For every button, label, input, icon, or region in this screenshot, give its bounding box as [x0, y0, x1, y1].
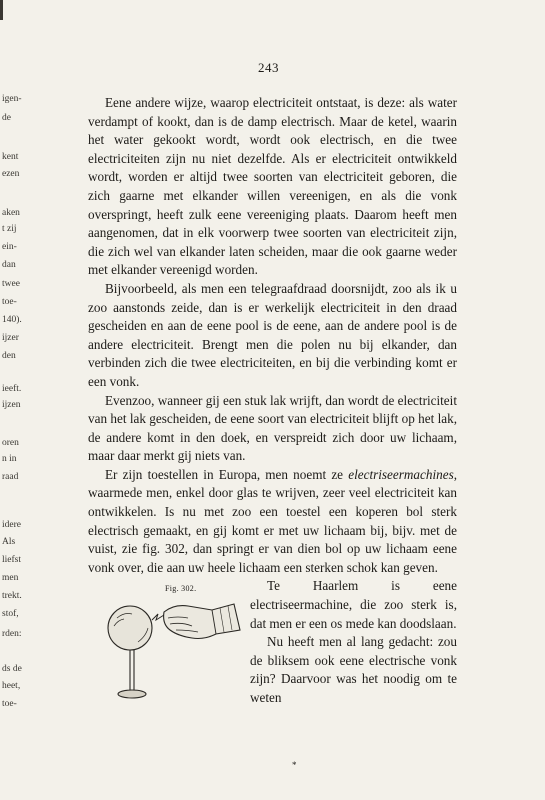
paragraph: Bijvoorbeeld, als men een telegraafdraad doorsnijdt, zoo als ik u zoo aanstonds zeide, dan is er werkelijk electriciteit in den draad gescheiden en aan de eene pool is de eene, aan de andere pool is de andere electriciteit. Brengt men die polen nu bij elkander, dan verbinden zich die twee electriciteiten, en bij die verbinding komt er een vonk.: [88, 280, 457, 389]
margin-fragment: de: [2, 113, 11, 123]
margin-fragment: rden:: [2, 629, 22, 639]
paragraph: Nu heeft men al lang gedacht: zou de bliksem ook eene electrische vonk zijn? Daarvoor was het noodig om te weten: [250, 634, 457, 705]
margin-fragment: igen-: [2, 94, 22, 104]
margin-fragment: men: [2, 573, 19, 583]
paragraph: [88, 466, 457, 578]
margin-fragment: ijzer: [2, 333, 19, 343]
margin-fragment: den: [2, 351, 16, 361]
paragraph: Evenzoo, wanneer gij een stuk lak wrijft, dan wordt de electriciteit van het lak gescheiden, de eene soort van electriciteit blijft op het lak, de andere komt in den doek, en verspreidt zich door uw lichaam, maar daar merkt gij niets van.: [88, 392, 457, 464]
margin-fragment: ieeft.: [2, 384, 22, 394]
body-text: [88, 94, 457, 708]
margin-fragment: idere: [2, 520, 21, 530]
paragraph-text: Er zijn toestellen in Europa, men noemt ze: [105, 466, 349, 482]
margin-fragment: aken: [2, 208, 20, 218]
margin-fragment: ezen: [2, 169, 20, 179]
margin-fragment: raad: [2, 472, 19, 482]
margin-fragment: dan: [2, 260, 16, 270]
margin-fragment: oren: [2, 438, 19, 448]
figure-caption: Fig. 302.: [165, 584, 197, 594]
figure-302: [84, 580, 242, 706]
margin-fragment: Als: [2, 537, 16, 547]
margin-fragment: n in: [2, 454, 17, 464]
paragraph: [88, 577, 457, 633]
paragraph-text: , waarmede men, enkel door glas te wrijven, zeer veel electriciteit kan ontwikkelen. Is nu met zoo een toestel een koperen bol sterk electrisch gemaakt, en gij komt er met uw lichaam bij, bijv. met de vuist, zie fig. 302, dan springt er van dien bol op uw lichaam eene vonk over, die aan uw heele lichaam een sterken schok kan geven.: [88, 466, 457, 575]
margin-fragment: heet,: [2, 681, 21, 691]
paragraph: Eene andere wijze, waarop electriciteit ontstaat, is deze: als water verdampt of kookt, dan is de damp electrisch. Maar de ketel, waarin het water gekookt wordt, wordt ook electrisch, en die twee electriciteiten zijn nu niet dezelfde. Als er electriciteit ontwikkeld wordt, worden er altijd twee soorten van electriciteit geboren, die zich gaarne met elkander willen vereenigen, en als die vonk overspringt, heeft zulk eene vereeniging plaats. Daarom heeft men aangenomen, dat in elk voorwerp twee soorten van electriciteit zijn, die zich wel van elkander laten scheiden, maar die ook gaarne weder met elkander vereenigd worden.: [88, 95, 457, 278]
margin-fragment: ds de: [2, 664, 22, 674]
margin-fragment: toe-: [2, 297, 17, 307]
electric-shock-illustration: [84, 590, 242, 704]
margin-fragment: t zij: [2, 224, 17, 234]
margin-fragment: trekt.: [2, 591, 22, 601]
italic-term: electriseermachines: [348, 466, 454, 482]
page-number: 243: [258, 60, 279, 75]
margin-fragment: kent: [2, 152, 19, 162]
stray-mark: *: [292, 760, 297, 770]
margin-fragment: liefst: [2, 555, 21, 565]
paragraph-text: Te Haarlem is eene electriseermachine, die zoo sterk is, dat men er een os mede kan doodslaan.: [250, 578, 457, 631]
margin-fragment: 140).: [2, 315, 22, 325]
margin-fragment: toe-: [2, 699, 17, 709]
margin-fragment: ein-: [2, 242, 17, 252]
margin-fragment: twee: [2, 279, 20, 289]
margin-fragment: stof,: [2, 609, 19, 619]
margin-fragment: ijzen: [2, 400, 21, 410]
gutter-rule: [0, 0, 3, 20]
